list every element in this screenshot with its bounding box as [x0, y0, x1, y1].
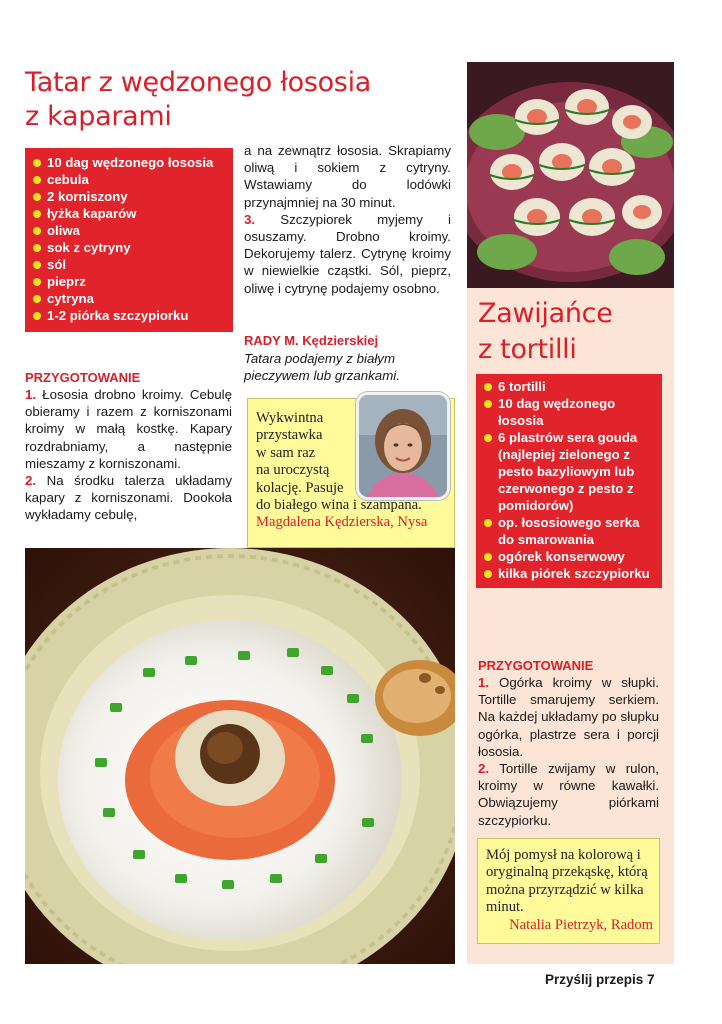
recipe1-prep-heading: PRZYGOTOWANIE — [25, 370, 141, 385]
recipe1-ingredients-box — [25, 148, 233, 332]
quote1-line: na uroczystą — [256, 462, 330, 479]
author-portrait-photo — [356, 392, 450, 500]
recipe2-ingredient-item: 6 tortilli — [482, 378, 656, 395]
quote1-line: Wykwintna — [256, 410, 324, 426]
recipe1-ingredient-item: cebula — [31, 171, 227, 188]
quote1-line: przystawka — [256, 427, 323, 444]
recipe1-steps-continued — [244, 142, 451, 297]
quote1-line: kolację. Pasuje — [256, 479, 344, 496]
author-quote-box-2 — [477, 838, 660, 944]
recipe2-ingredient-item: kilka piórek szczypiorku — [482, 565, 656, 582]
recipe1-title-line2: z kaparami — [25, 101, 172, 132]
quote1-line: w sam raz — [256, 444, 316, 461]
quote1-line: do białego wina i szampana. — [256, 497, 422, 514]
recipe1-step2-num: 2. — [25, 473, 37, 489]
recipe1-ingredient-item: pieprz — [31, 273, 227, 290]
recipe2-title-line1: Zawijańce — [478, 298, 613, 329]
recipe2-step2-num: 2. — [478, 761, 490, 777]
recipe2-ingredient-item: 10 dag wędzonego łososia — [482, 395, 656, 429]
recipe1-ingredient-item: cytryna — [31, 290, 227, 307]
recipe2-step2-text: Tortille zwijamy w rulon, kroimy w równe kawałki. Obwiązujemy piórkami szczypiorku. — [478, 761, 659, 828]
recipe2-step1-text: Ogórka kroimy w słupki. Tortille smarujemy serkiem. Na każdej układamy po słupku ogórka, plastrze sera i porcji łososia. — [478, 675, 659, 759]
recipe2-ingredients-list — [482, 378, 656, 582]
recipe1-ingredient-item: 10 dag wędzonego łososia — [31, 154, 227, 171]
recipe2-prep-heading: PRZYGOTOWANIE — [478, 658, 594, 673]
recipe2-ingredients-box — [476, 374, 662, 588]
recipe2-step1-num: 1. — [478, 675, 490, 690]
recipe2-steps — [478, 674, 659, 829]
quote2-text: Mój pomysł na kolorową i oryginalną przekąskę, którą można przyrządzić w kilka minut. — [486, 847, 648, 916]
recipe1-title-line1: Tatar z wędzonego łososia — [25, 67, 372, 98]
tips-text: Tatara podajemy z białym pieczywem lub grzankami. — [244, 351, 400, 383]
recipe1-step1-num: 1. — [25, 387, 37, 402]
recipe2-title — [478, 296, 678, 368]
recipe1-step2-text: Na środku talerza układamy kapary z korniszonami. Dookoła wykładamy cebulę, — [25, 473, 232, 523]
tartare-plate-photo — [25, 548, 455, 964]
recipe1-ingredient-item: 2 korniszony — [31, 188, 227, 205]
page-footer: Przyślij przepis 7 — [545, 972, 655, 987]
recipe1-step3-text: Szczypiorek myjemy i osuszamy. Drobno kroimy. Dekorujemy talerz. Cytrynę kroimy w niewielkie cząstki. Sól, pieprz, oliwę i cytrynę podajemy osobno. — [244, 211, 451, 296]
tips-label: RADY M. Kędzierskiej — [244, 333, 379, 348]
tortilla-rolls-photo — [467, 62, 674, 288]
recipe1-steps — [25, 386, 232, 524]
quote2-author: Natalia Pietrzyk, Radom — [509, 916, 653, 933]
recipe1-ingredient-item: 1-2 piórka szczypiorku — [31, 307, 227, 324]
recipe1-ingredient-item: sok z cytryny — [31, 239, 227, 256]
recipe1-ingredient-item: łyżka kaparów — [31, 205, 227, 222]
recipe2-ingredient-item: 6 plastrów sera gouda (najlepiej zielonego z pesto bazyliowym lub czerwonego z pesto z pomidorów) — [482, 429, 656, 514]
recipe1-step2-cont: a na zewnątrz łososia. Skrapiamy oliwą i sokiem z cytryny. Wstawiamy do lodówki przynajmniej na 30 minut. — [244, 143, 451, 210]
quote1-author: Magdalena Kędzierska, Nysa — [256, 514, 428, 531]
recipe2-ingredient-item: op. łososiowego serka do smarowania — [482, 514, 656, 548]
recipe1-ingredients-list — [31, 154, 227, 324]
recipe2-title-line2: z tortilli — [478, 334, 577, 365]
recipe1-title — [25, 66, 425, 134]
recipe2-ingredient-item: ogórek konserwowy — [482, 548, 656, 565]
recipe1-step3-num: 3. — [244, 211, 256, 227]
recipe1-ingredient-item: oliwa — [31, 222, 227, 239]
recipe1-step1-text: Łososia drobno kroimy. Cebulę obieramy i razem z korniszonami kroimy w małą kostkę. Kapary rozdrabniamy, a następnie mieszamy z korniszonami. — [25, 387, 232, 471]
recipe1-ingredient-item: sól — [31, 256, 227, 273]
